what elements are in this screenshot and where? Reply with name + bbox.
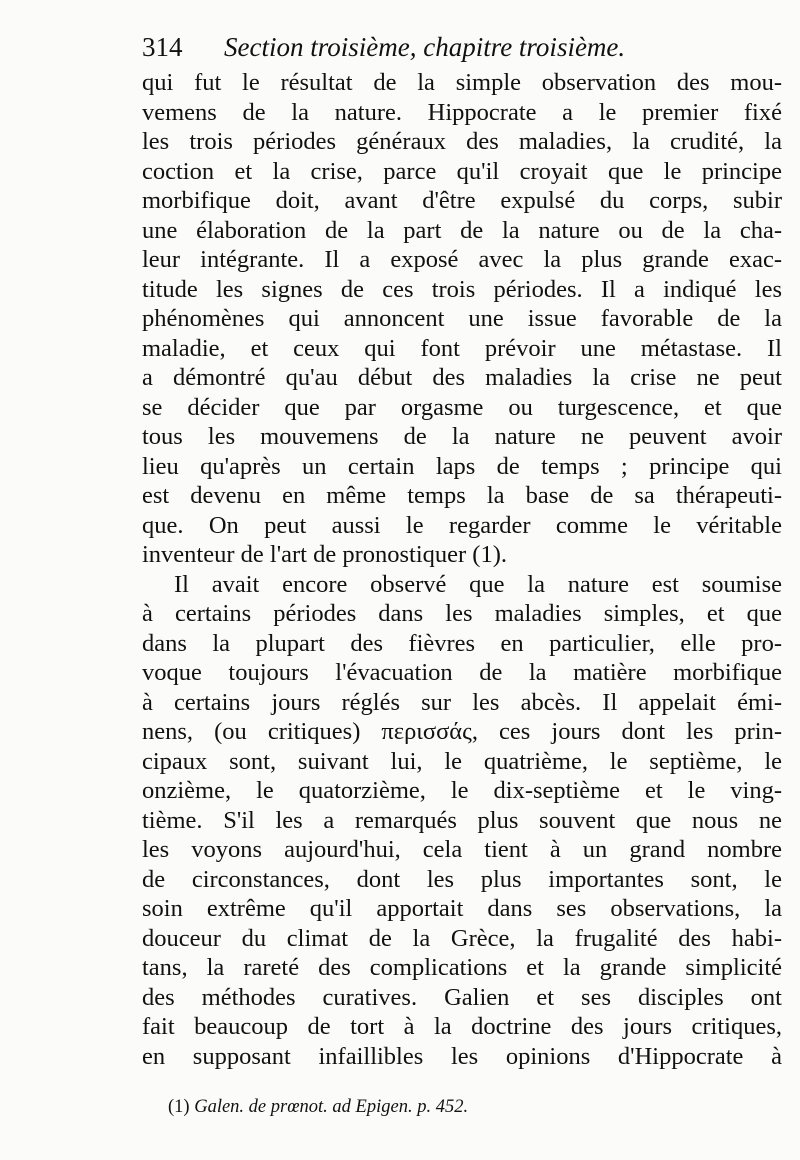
text-line: dans la plupart des fièvres en particulier, elle pro- [142, 629, 782, 657]
text-line: à certains jours réglés sur les abcès. Il appelait émi- [142, 688, 782, 716]
text-line: vemens de la nature. Hippocrate a le premier fixé [142, 98, 782, 126]
page-header [142, 32, 782, 68]
text-line: tous les mouvemens de la nature ne peuvent avoir [142, 423, 782, 450]
text-line: lieu qu'après un certain laps de temps ; principe qui [142, 452, 782, 480]
text-line: des méthodes curatives. Galien et ses disciples ont [142, 983, 782, 1011]
text-line: les trois périodes généraux des maladies, la crudité, la [142, 128, 782, 155]
text-line: a démontré qu'au début des maladies la crise ne peut [142, 364, 782, 391]
footnote-text: Galen. de prœnot. ad Epigen. p. 452. [194, 1097, 469, 1117]
text-line: morbifique doit, avant d'être expulsé du corps, subir [142, 187, 782, 214]
text-line: est devenu en même temps la base de sa thérapeuti- [142, 482, 782, 509]
text-line: douceur du climat de la Grèce, la frugalité des habi- [142, 924, 782, 952]
text-line: soin extrême qu'il apportait dans ses observations, la [142, 895, 782, 922]
text-line: inventeur de l'art de pronostiquer (1). [142, 541, 507, 568]
text-line: fait beaucoup de tort à la doctrine des jours critiques, [142, 1013, 782, 1040]
text-line: tans, la rareté des complications et la grande simplicité [142, 954, 782, 981]
text-line: coction et la crise, parce qu'il croyait que le principe [142, 157, 782, 185]
paragraph [142, 68, 782, 570]
text-line: nens, (ou critiques) περισσάς, ces jours dont les prin- [142, 718, 782, 745]
page-number: 314 [142, 32, 183, 62]
text-line: cipaux sont, suivant lui, le quatrième, le septième, le [142, 747, 782, 775]
text-line: à certains périodes dans les maladies simples, et que [142, 600, 782, 627]
text-line: titude les signes de ces trois périodes. Il a indiqué les [142, 275, 782, 303]
text-line: de circonstances, dont les plus importantes sont, le [142, 865, 782, 893]
text-line: Il avait encore observé que la nature est soumise [174, 570, 782, 598]
page-body [142, 68, 782, 1071]
text-line: une élaboration de la part de la nature ou de la cha- [142, 216, 782, 244]
footnote [168, 1097, 468, 1118]
running-title: Section troisième, chapitre troisième. [224, 32, 626, 62]
text-line: onzième, le quatorzième, le dix-septième et le ving- [142, 777, 782, 804]
text-line: les voyons aujourd'hui, cela tient à un grand nombre [142, 836, 782, 863]
text-line: phénomènes qui annoncent une issue favorable de la [142, 305, 782, 332]
text-line: leur intégrante. Il a exposé avec la plus grande exac- [142, 246, 782, 273]
footnote-marker: (1) [168, 1097, 190, 1117]
text-line: tième. S'il les a remarqués plus souvent que nous ne [142, 806, 782, 834]
text-line: maladie, et ceux qui font prévoir une métastase. Il [142, 334, 782, 362]
paragraph [142, 570, 782, 1072]
text-line: se décider que par orgasme ou turgescence, et que [142, 393, 782, 421]
text-line: que. On peut aussi le regarder comme le véritable [142, 511, 782, 539]
text-line: voque toujours l'évacuation de la matière morbifique [142, 659, 782, 686]
text-line: qui fut le résultat de la simple observation des mou- [142, 69, 782, 96]
text-line: en supposant infaillibles les opinions d'Hippocrate à [142, 1042, 782, 1070]
